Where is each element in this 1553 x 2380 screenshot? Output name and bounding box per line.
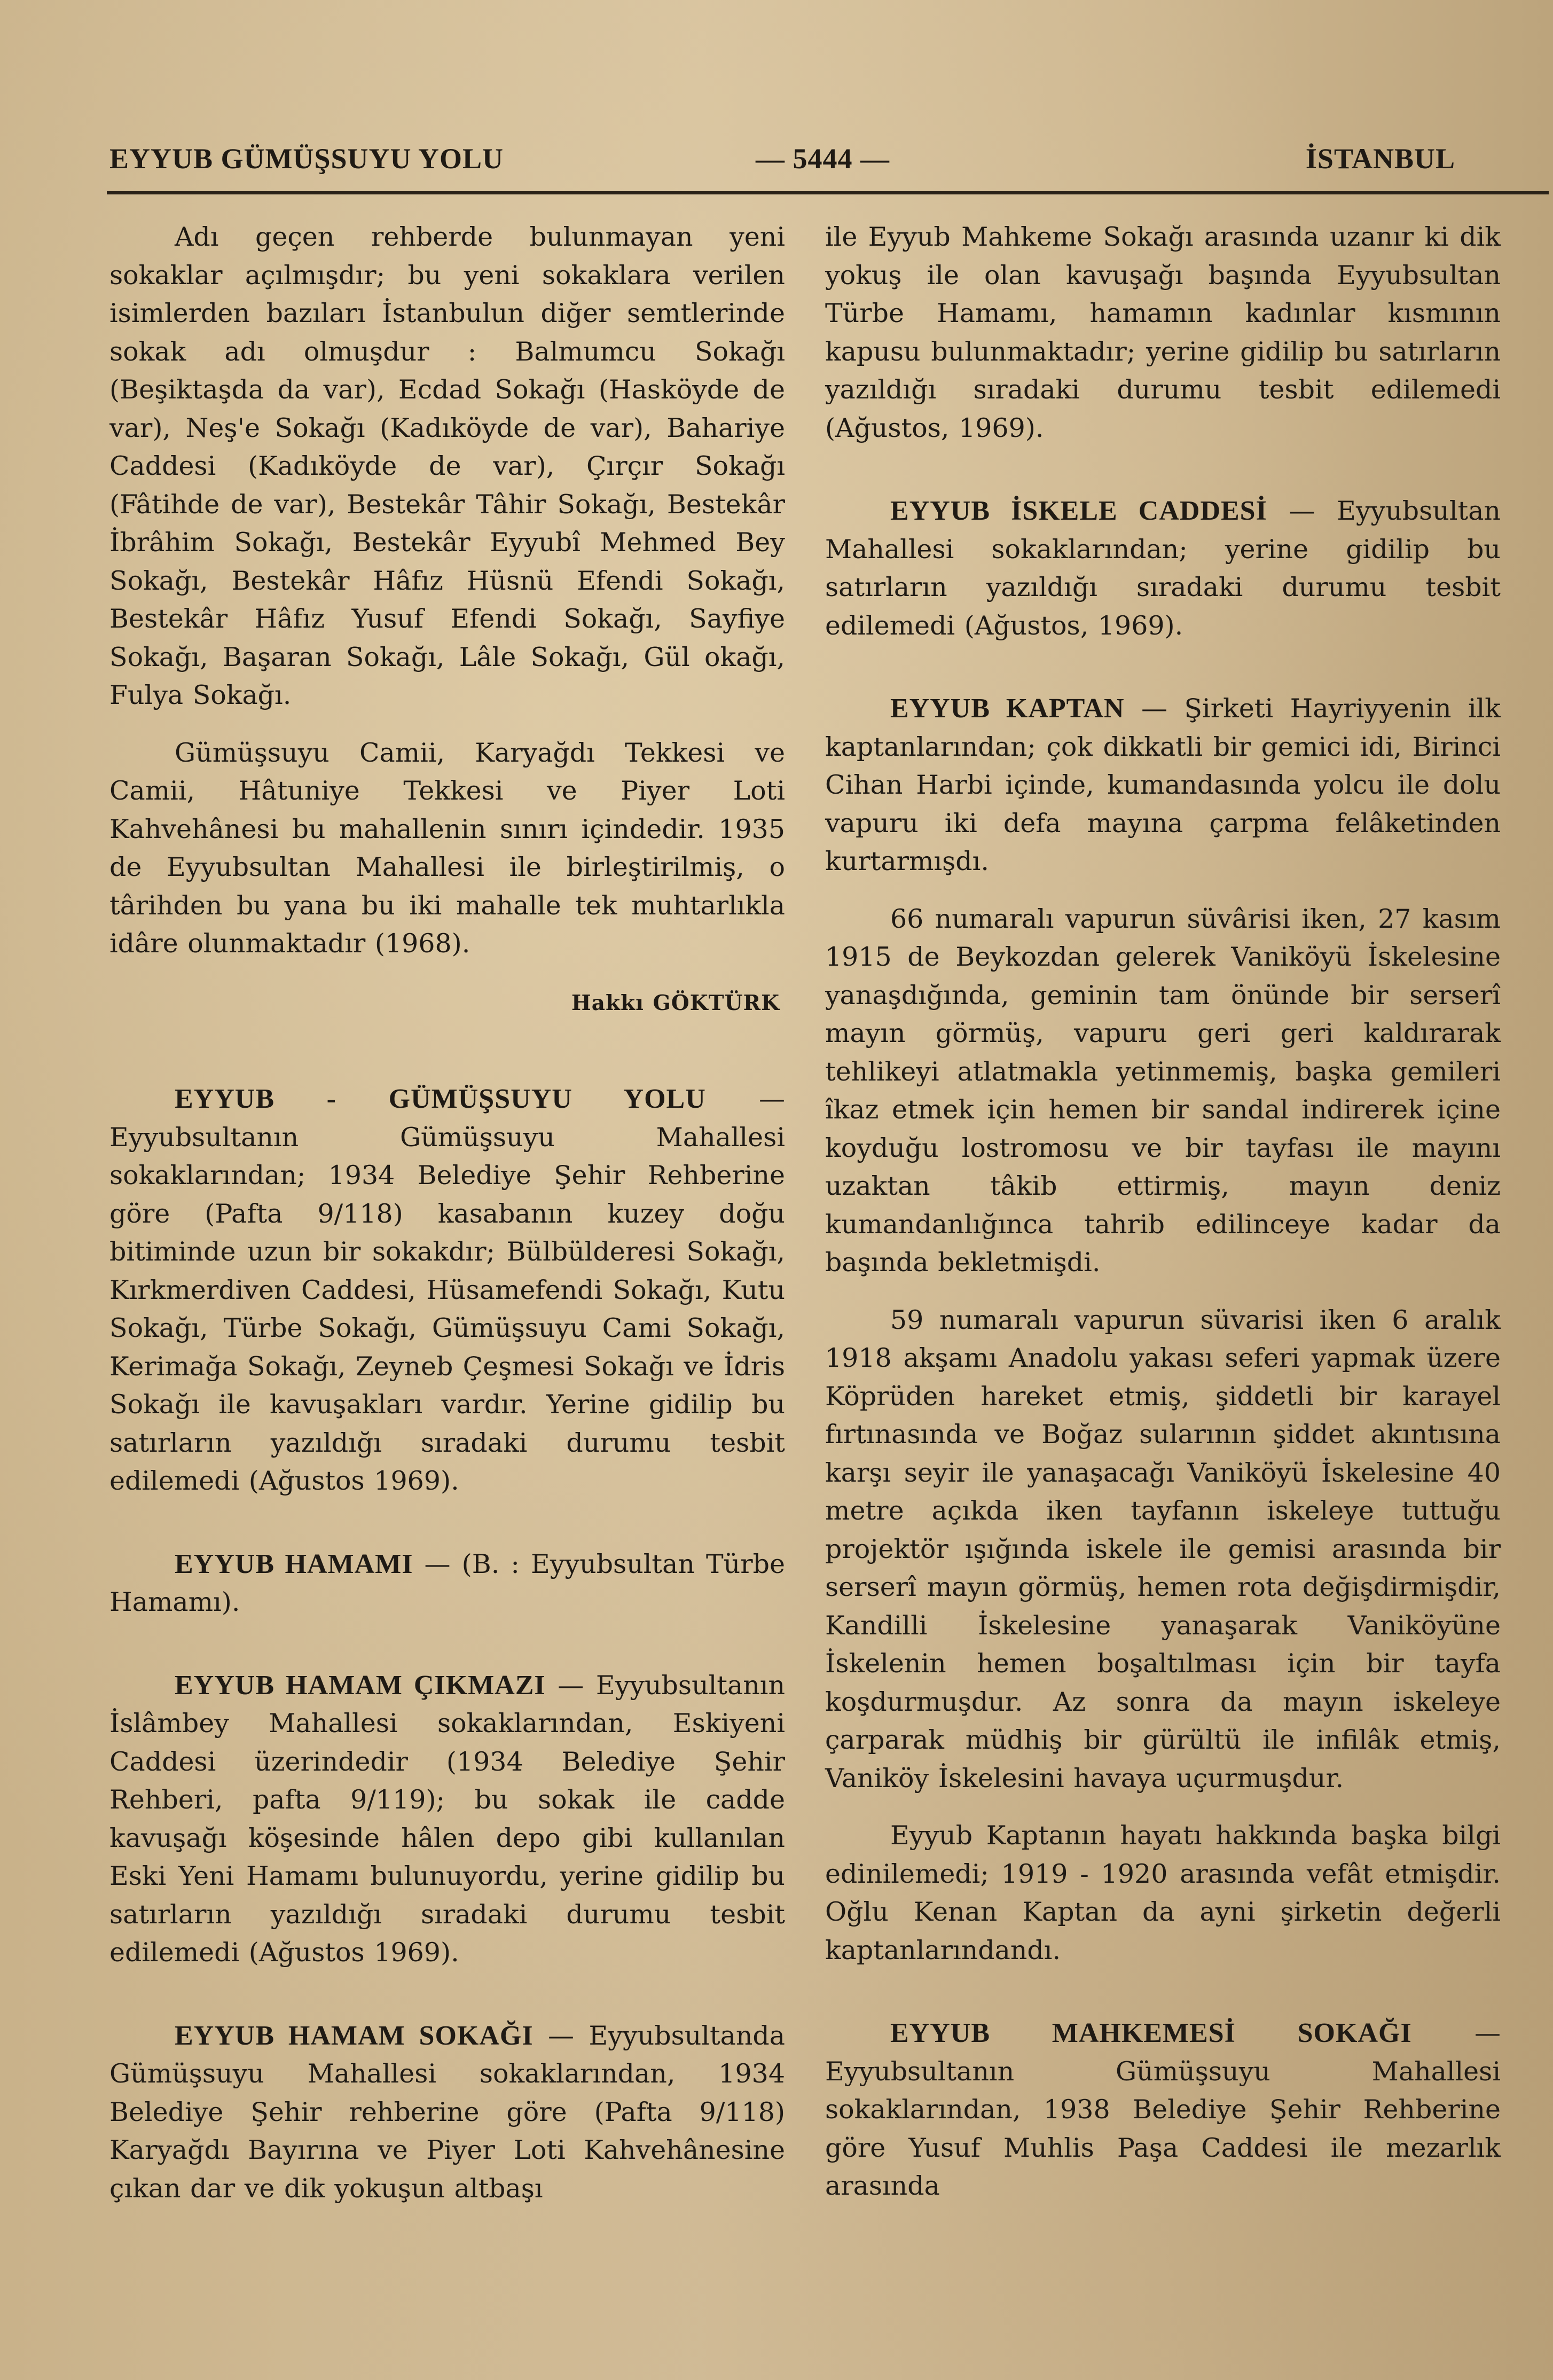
entry-heading: EYYUB İSKELE CADDESİ bbox=[890, 496, 1267, 526]
paragraph: Gümüşsuyu Camii, Karyağdı Tekkesi ve Camii, Hâtuniye Tekkesi ve Piyer Loti Kahvehânesi bu mahallenin sınırı içindedir. 1935 de Eyyubsultan Mahallesi ile birleştirilmiş, o târihden bu yana bu iki mahalle tek muhtarlıkla idâre olunmaktadır (1968). bbox=[109, 737, 785, 959]
entry-body: — Eyyubsultanın Gümüşsuyu Mahallesi sokaklarından; 1934 Belediye Şehir Rehberine göre (Pafta 9/118) kasabanın kuzey doğu bitiminde uzun bir sokakdır; Bülbülderesi Sokağı, Kırkmerdiven Caddesi, Hüsamefendi Sokağı, Kutu Sokağı, Türbe Sokağı, Gümüşsuyu Cami Sokağı, Kerimağa Sokağı, Zeyneb Çeşmesi Sokağı ve İdris Sokağı ile kavuşakları vardır. Yerine gidilip bu satırların yazıldığı sıradaki durumu tesbit edilemedi (Ağustos 1969). bbox=[109, 1084, 786, 1496]
entry-eyyub-gumussuyu-yolu bbox=[109, 1080, 785, 1500]
entry-heading: EYYUB MAHKEMESİ SOKAĞI bbox=[890, 2018, 1412, 2048]
header-city: İSTANBUL bbox=[1305, 143, 1455, 175]
entry-eyyub-hamam-cikmazi bbox=[109, 1666, 785, 1972]
entry-eyyub-hamami bbox=[109, 1545, 785, 1622]
entry-body: — Eyyubsultanda Gümüşsuyu Mahallesi sokaklarından, 1934 Belediye Şehir rehberine göre (Pafta 9/118) Karyağdı Bayırına ve Piyer Loti Kahvehânesine çıkan dar ve dik yokuşun altbaşı bbox=[109, 2020, 785, 2204]
entry-heading: EYYUB HAMAM ÇIKMAZI bbox=[175, 1670, 546, 1701]
entry-eyyub-hamam-sokagi bbox=[109, 2017, 785, 2208]
running-header bbox=[109, 135, 1551, 183]
paragraph-continued: ile Eyyub Mahkeme Sokağı arasında uzanır ki dik yokuş ile olan kavuşağı başında Eyyubsultan Türbe Hamamı, hamamın kadınlar kısmının kapusu bulunmaktadır; yerine gidilip bu satırların yazıldığı sıradaki durumu tesbit edilemedi (Ağustos, 1969). bbox=[825, 222, 1501, 443]
right-column bbox=[825, 218, 1501, 2225]
entry-eyyub-mahkemesi-sokagi bbox=[825, 2014, 1501, 2205]
entry-body: — Eyyubsultan Mahallesi sokaklarından; yerine gidilip bu satırların yazıldığı sıradaki durumu tesbit edilemedi (Ağustos, 1969). bbox=[825, 496, 1501, 641]
entry-eyyub-iskele-caddesi bbox=[825, 492, 1501, 645]
entry-body: — (B. : Eyyubsultan Türbe Hamamı). bbox=[109, 1548, 785, 1617]
entry-body: — Eyyubsultanın Gümüşsuyu Mahallesi sokaklarından, 1938 Belediye Şehir Rehberine göre Yusuf Muhlis Paşa Caddesi ile mezarlık arasında bbox=[825, 2018, 1501, 2201]
entry-eyyub-kaptan bbox=[825, 690, 1501, 881]
paragraph: Eyyub Kaptanın hayatı hakkında başka bilgi edinilemedi; 1919 - 1920 arasında vefât etmişdir. Oğlu Kenan Kaptan da ayni şirketin değerli kaptanlarındandı. bbox=[825, 1820, 1501, 1966]
entry-heading: EYYUB HAMAM SOKAĞI bbox=[175, 2020, 534, 2051]
entry-body: — Eyyubsultanın İslâmbey Mahallesi sokaklarından, Eskiyeni Caddesi üzerindedir (1934 Belediye Şehir Rehberi, pafta 9/119); bu sokak ile cadde kavuşağı köşesinde hâlen depo gibi kullanılan Eski Yeni Hamamı bulunuyordu, yerine gidilip bu satırların yazıldığı sıradaki durumu tesbit edilemedi (Ağustos 1969). bbox=[109, 1670, 785, 1968]
header-title: EYYUB GÜMÜŞSUYU YOLU bbox=[109, 143, 504, 175]
entry-heading: EYYUB - GÜMÜŞSUYU YOLU bbox=[175, 1084, 706, 1114]
header-rule bbox=[107, 191, 1549, 194]
entry-body: — Şirketi Hayriyyenin ilk kaptanlarından; çok dikkatli bir gemici idi, Birinci Cihan Harbi içinde, kumandasında yolcu ile dolu vapuru iki defa mayına çarpma felâketinden kurtarmışdı. bbox=[825, 693, 1501, 876]
paragraph: Adı geçen rehberde bulunmayan yeni sokaklar açılmışdır; bu yeni sokaklara verilen isimlerden bazıları İstanbulun diğer semtlerinde sokak adı olmuşdur : Balmumcu Sokağı (Beşiktaşda da var), Ecdad Sokağı (Hasköyde de var), Neş'e Sokağı (Kadıköyde de var), Bahariye Caddesi (Kadıköyde de var), Çırçır Sokağı (Fâtihde de var), Bestekâr Tâhir Sokağı, Bestekâr İbrâhim Sokağı, Bestekâr Eyyubî Mehmed Bey Sokağı, Bestekâr Hâfız Hüsnü Efendi Sokağı, Bestekâr Hâfız Yusuf Efendi Sokağı, Sayfiye Sokağı, Başaran Sokağı, Lâle Sokağı, Gül okağı, Fulya Sokağı. bbox=[109, 222, 785, 710]
entry-heading: EYYUB HAMAMI bbox=[175, 1548, 413, 1579]
paragraph: 66 numaralı vapurun süvârisi iken, 27 kasım 1915 de Beykozdan gelerek Vaniköyü İskelesine yanaşdığında, geminin tam önünde bir serserî mayın görmüş, vapuru geri geri kaldırarak tehlikeyi atlatmakla yetinmemiş, başka gemileri îkaz etmek için hemen bir sandal indirerek içine koyduğu lostromosu ve bir tayfası ile mayını uzaktan tâkib ettirmiş, mayın deniz kumandanlığınca tahrib edilinceye kadar da başında bekletmişdi. bbox=[825, 903, 1501, 1278]
left-column bbox=[109, 218, 785, 2227]
page-number: — 5444 — bbox=[756, 143, 890, 175]
entry-heading: EYYUB KAPTAN bbox=[890, 693, 1125, 724]
author-signature: Hakkı GÖKTÜRK bbox=[571, 990, 780, 1015]
paragraph: 59 numaralı vapurun süvarisi iken 6 aralık 1918 akşamı Anadolu yakası seferi yapmak üzere Köprüden hareket etmiş, şiddetli bir karayel fırtınasında ve Boğaz sularının şiddet akıntısına karşı seyir ile yanaşacağı Vaniköyü İskelesine 40 metre açıkda iken tayfanın iskeleye tuttuğu projektör ışığında iskele ile gemisi arasında bir serserî mayın görmüş, hemen rota değişdirmişdir, Kandilli İskelesine yanaşarak Vaniköyüne İskelenin hemen boşaltılması için bir tayfa koşdurmuşdur. Az sonra da mayın iskeleye çarparak müdhiş bir gürültü ile infilâk etmiş, Vaniköy İskelesini havaya uçurmuşdur. bbox=[825, 1304, 1501, 1794]
